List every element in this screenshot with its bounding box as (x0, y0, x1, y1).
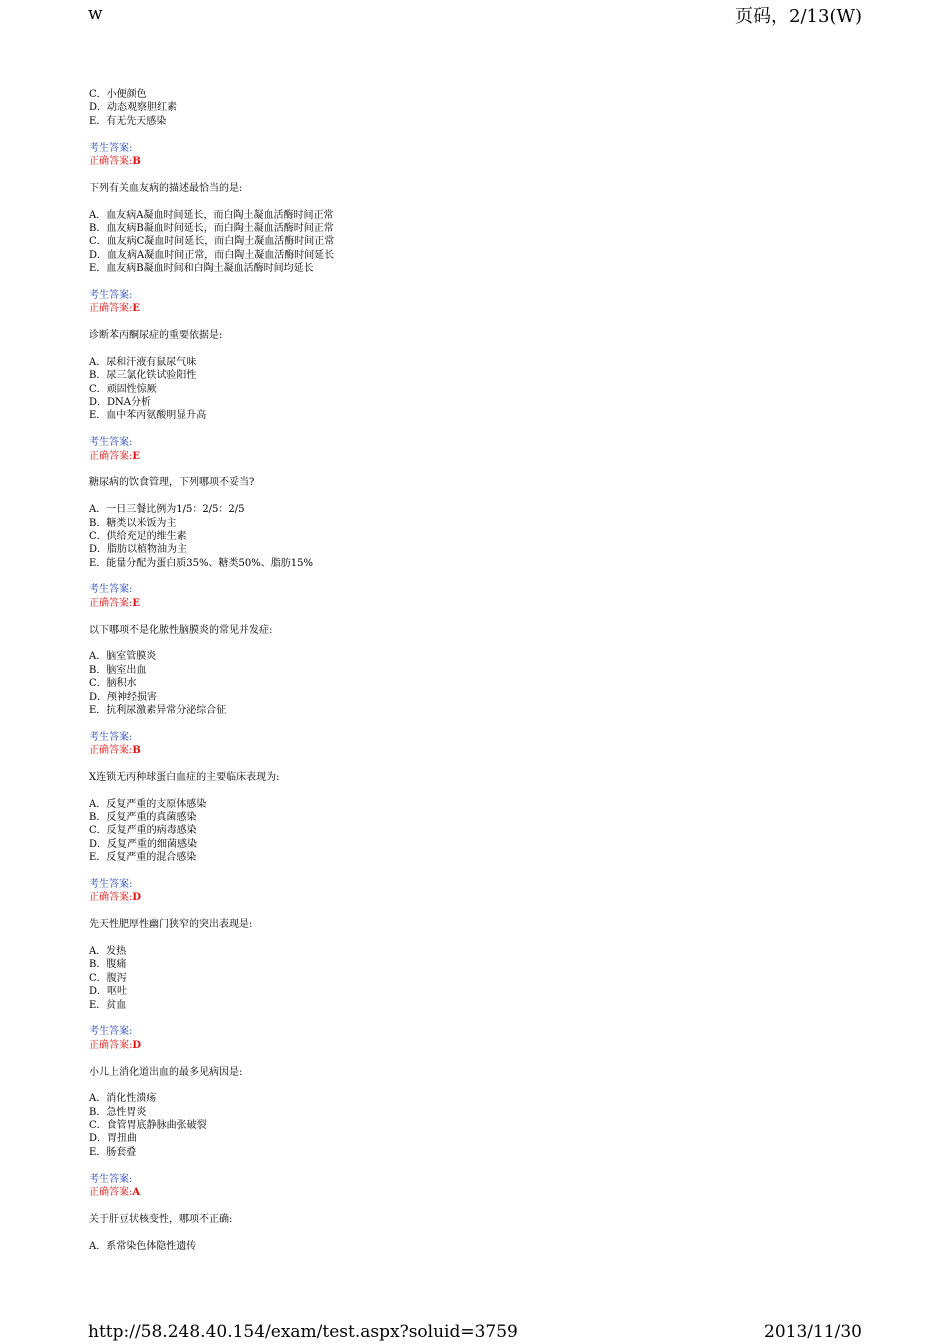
option: D．颅神经损害 (89, 691, 158, 703)
option: C．反复严重的病毒感染 (89, 825, 197, 837)
student-answer-label: 考生答案: (89, 731, 133, 743)
option: A．一日三餐比例为1/5：2/5：2/5 (89, 504, 245, 516)
option: A．发热 (89, 946, 127, 957)
option: D．反复严重的细菌感染 (89, 838, 198, 850)
option: B．反复严重的真菌感染 (89, 812, 197, 824)
student-answer-label: 考生答案: (89, 437, 133, 449)
option: A．反复严重的支原体感染 (89, 798, 207, 810)
option: E．抗利尿激素异常分泌综合征 (89, 704, 227, 716)
option: A．系常染色体隐性遗传 (89, 1240, 197, 1252)
page-number: 页码，2/13(W) (735, 6, 862, 27)
option: B．糖类以米饭为主 (89, 517, 177, 529)
option: E．有无先天感染 (89, 115, 167, 127)
header-left: w (88, 4, 103, 24)
correct-answer-value: D (132, 1039, 142, 1051)
option: E．能量分配为蛋白质35%、糖类50%、脂肪15% (89, 557, 313, 569)
correct-answer-value: E (132, 597, 140, 609)
student-answer-label: 考生答案: (89, 1173, 133, 1185)
correct-answer-value: A (132, 1187, 141, 1199)
option: D．血友病A凝血时间正常，而白陶土凝血活酶时间延长 (89, 249, 335, 261)
option: D．动态观察胆红素 (89, 102, 178, 114)
option: E．血友病B凝血时间和白陶土凝血活酶时间均延长 (89, 263, 314, 275)
correct-answer-value: E (132, 450, 140, 462)
option: D．DNA分析 (89, 396, 152, 408)
option: C．供给充足的维生素 (89, 530, 187, 542)
question-stem: 先天性肥厚性幽门狭窄的突出表现是: (89, 919, 253, 931)
option: B．尿三氯化铁试验阳性 (89, 370, 197, 382)
correct-answer (89, 1186, 869, 1199)
option: A．脑室管膜炎 (89, 651, 157, 663)
correct-answer-label: 正确答案: (89, 745, 133, 757)
option: B．脑室出血 (89, 664, 147, 676)
correct-answer-label: 正确答案: (89, 303, 133, 315)
option: D．胃扭曲 (89, 1133, 138, 1145)
question-stem: 糖尿病的饮食管理，下列哪项不妥当? (89, 477, 255, 489)
option: B．腹痛 (89, 959, 127, 971)
footer-url[interactable]: http://58.248.40.154/exam/test.aspx?soluid=3759 (88, 1322, 518, 1342)
option: A．血友病A凝血时间延长，而白陶土凝血活酶时间正常 (89, 209, 334, 221)
correct-answer (89, 1039, 869, 1052)
option: C．血友病C凝血时间延长，而白陶土凝血活酶时间正常 (89, 236, 335, 248)
option: C．腹泻 (89, 972, 127, 984)
option: E．血中苯丙氨酸明显升高 (89, 410, 207, 422)
correct-answer-value: E (132, 303, 140, 315)
question-stem: 诊断苯丙酮尿症的重要依据是: (89, 330, 223, 342)
correct-answer (89, 155, 869, 168)
option: A．尿和汗液有鼠尿气味 (89, 356, 197, 368)
exam-content (89, 88, 869, 1253)
student-answer-label: 考生答案: (89, 1026, 133, 1038)
question-stem: 小儿上消化道出血的最多见病因是: (89, 1066, 243, 1078)
option: E．反复严重的混合感染 (89, 852, 197, 864)
option: D．呕吐 (89, 986, 128, 998)
question-stem: X连锁无丙种球蛋白血症的主要临床表现为: (89, 771, 280, 783)
correct-answer-value: D (132, 892, 142, 904)
option: C．食管胃底静脉曲张破裂 (89, 1120, 207, 1132)
correct-answer (89, 450, 869, 463)
correct-answer-label: 正确答案: (89, 1039, 133, 1051)
student-answer-label: 考生答案: (89, 584, 133, 596)
correct-answer-label: 正确答案: (89, 892, 133, 904)
correct-answer-label: 正确答案: (89, 450, 133, 462)
correct-answer (89, 891, 869, 904)
option: B．急性胃炎 (89, 1106, 147, 1118)
footer-date: 2013/11/30 (764, 1322, 862, 1342)
correct-answer-value: B (132, 155, 141, 167)
option: C．脑积水 (89, 678, 137, 690)
option: C．顽固性惊厥 (89, 383, 157, 395)
option: B．血友病B凝血时间延长，而白陶土凝血活酶时间正常 (89, 222, 334, 234)
option: A．消化性溃疡 (89, 1093, 157, 1105)
student-answer-label: 考生答案: (89, 142, 133, 154)
option: C．小便颜色 (89, 89, 147, 100)
correct-answer (89, 302, 869, 315)
question-stem: 以下哪项不是化脓性脑膜炎的常见并发症: (89, 624, 273, 636)
correct-answer-label: 正确答案: (89, 155, 133, 167)
correct-answer-value: B (132, 745, 141, 757)
correct-answer-label: 正确答案: (89, 1187, 133, 1199)
question-stem: 下列有关血友病的描述最恰当的是: (89, 182, 243, 194)
correct-answer (89, 597, 869, 610)
option: E．肠套叠 (89, 1146, 137, 1158)
option: D．脂肪以植物油为主 (89, 544, 188, 556)
option: E．贫血 (89, 999, 127, 1011)
student-answer-label: 考生答案: (89, 289, 133, 301)
correct-answer (89, 744, 869, 757)
question-stem: 关于肝豆状核变性，哪项不正确: (89, 1213, 233, 1225)
correct-answer-label: 正确答案: (89, 597, 133, 609)
student-answer-label: 考生答案: (89, 879, 133, 891)
